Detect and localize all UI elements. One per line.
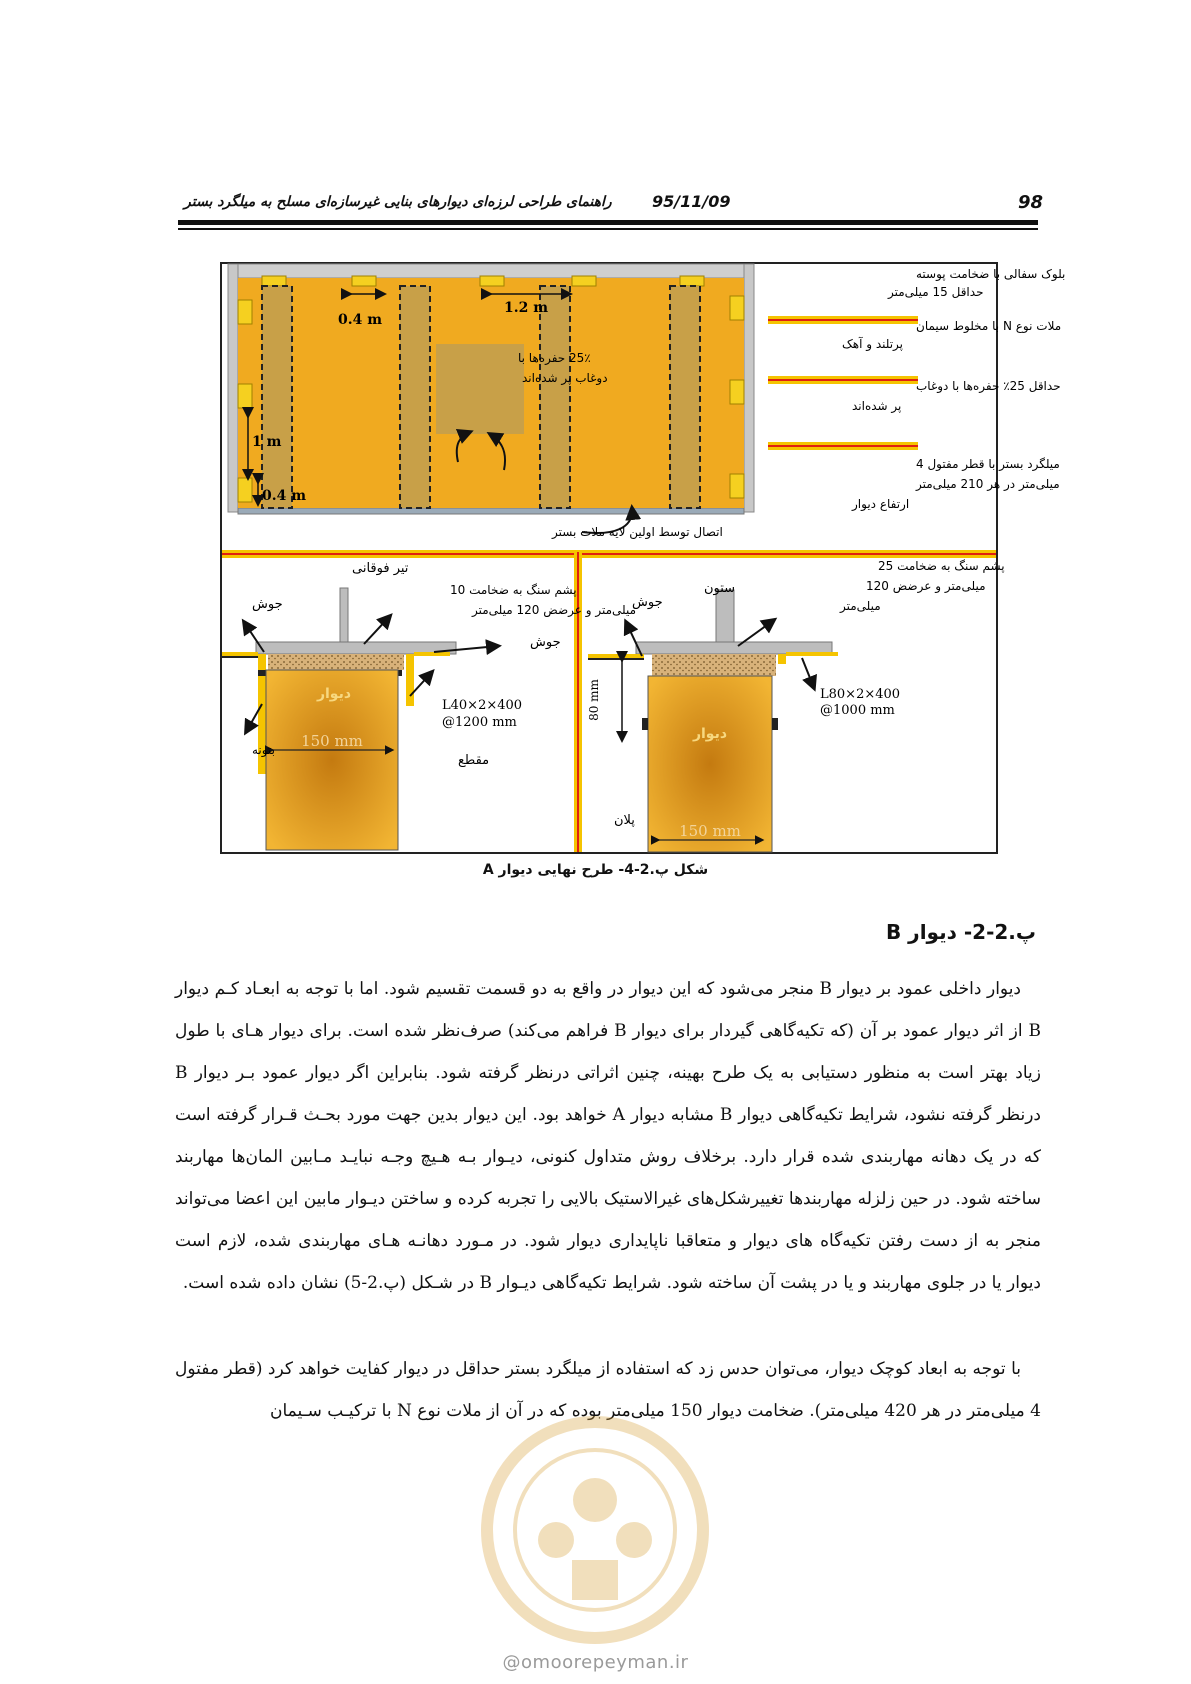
header-rule-thin [178,228,1038,230]
figure-wall-a [220,262,1066,854]
right-dim-80: 80 mm [587,679,601,721]
left-top-beam: تیر فوقانی [352,561,409,576]
legend-rebar-line1: میلگرد بستر با قطر مفتول 4 [916,457,1060,471]
running-title: راهنمای طراحی لرزه‌ای دیوارهای بنایی غیرسازه‌ای مسلح به میلگرد بستر [184,194,612,210]
legend-rebar-line3: ارتفاع دیوار [852,497,910,511]
right-wall-width: 150 mm [679,822,741,840]
legend-mortar-line1: ملات نوع N با مخلوط سیمان [916,319,1062,333]
left-weld-right: جوش [530,635,561,650]
right-weld: جوش [632,595,663,610]
elevation-drawing [222,264,760,540]
left-detail [222,561,636,850]
left-weld-left: جوش [252,597,283,612]
right-wall-label: دیوار [692,726,728,742]
left-wool-line1: پشم سنگ به ضخامت 10 [450,583,577,597]
right-wool-line2: میلی‌متر و عرضض 120 [866,579,986,593]
dim-12: 1.2 m [504,300,549,316]
watermark-site: @omoorepeyman.ir [502,1652,689,1673]
legend-grout-line1: حداقل 25٪ حفره‌ها با دوغاب [916,379,1061,393]
right-angle-line2: @1000 mm [820,703,895,718]
left-section: مقطع [458,753,490,768]
header-date: 95/11/09 [652,192,731,211]
legend-mortar-line2: پرتلند و آهک [842,337,904,351]
right-angle-line1: L80×2×400 [820,687,901,702]
left-wool-line2: میلی‌متر و عرضض 120 میلی‌متر [472,603,637,617]
dim-1m: 1 m [252,434,282,450]
right-wool-line3: میلی‌متر [840,599,881,613]
legend-block-line1: بلوک سفالی با ضخامت پوسته [916,267,1066,282]
left-wall-label: دیوار [316,686,352,702]
figure-caption: شکل پ.2-4- طرح نهایی دیوار A [482,862,709,878]
page-number: 98 [1018,192,1044,213]
left-angle-line2: @1200 mm [442,715,517,730]
body-paragraph-1 [175,968,1041,1304]
paragraph-text-2: با توجه به ابعاد کوچک دیوار، می‌توان حدس زد که استفاده از میلگرد بستر حداقل در دیوار کفایت خواهد کرد (قطر مفتول 4 میلی‌متر در هر 420 میلی‌متر). ضخامت دیوار 150 میلی‌متر بوده که در آن از ملات نوع N با ترکیـب سـیمان [175,1359,1041,1421]
watermark-seal [460,1380,730,1680]
legend-rebar-line2: میلی‌متر در هر 210 میلی‌متر [916,477,1060,491]
grout-note-line1: 25٪ حفره‌ها با [518,351,591,365]
right-plan: پلان [614,813,635,828]
legend-grout-line2: پر شده‌اند [852,399,902,413]
paragraph-text-1: دیوار داخلی عمود بر دیوار B منجر می‌شود که این دیوار در واقع به دو قسمت تقسیم شود. اما با توجه به ابعـاد کـم دیوار B از اثر دیوار عمود بر آن (که تکیه‌گاهی گیردار برای دیوار B فراهم می‌کند) صرف‌نظر شده است. برای دیوار هـای با طول زیاد بهتر است به منظور دستیابی به یک طرح بهینه، چنین اثراتی درنظر گرفته شود. بنابراین اگر دیوار عمود بـر دیوار B درنظر گرفته نشود، شرایط تکیه‌گاهی دیوار B مشابه دیوار A خواهد بود. این دیوار بدین جهت مورد بحـث قـرار گرفته است که در یک دهانه مهاربندی شده قرار دارد. برخلاف روش متداول کنونی، دیـوار بـه هـیچ وجـه نبایـد مـابین المان‌ها مهاربند ساخته شود. در حین زلزله مهاربندها تغییرشکل‌های غیرالاستیک بالایی را تجربه کرده و ساختن دیـوار مابین این اعضا می‌تواند منجر به از دست رفتن تکیه‌گاه های دیوار و متعاقبا ناپایداری دیوار شود. در مـورد دهانـه هـای مهاربندی شده، لازم است دیوار یا در جلوی مهاربند و یا در پشت آن ساخته شود. شرایط تکیه‌گاهی دیـوار B در شـکل (پ.2-5) نشان داده شده است. [175,979,1041,1293]
left-angle-line1: L40×2×400 [442,698,523,713]
grout-note-line2: دوغاب پر شده‌اند [522,371,608,385]
connection-note: اتصال توسط اولین لایه ملات بستر [552,525,723,539]
left-concrete: بتونه [252,743,275,757]
dim-04-top: 0.4 m [338,312,383,328]
right-column: ستون [704,581,736,596]
dim-04-bottom: 0.4 m [262,488,307,504]
legend [768,267,1065,512]
legend-block-line2: حداقل 15 میلی‌متر [888,285,984,300]
right-detail [587,559,1005,852]
header-rule [178,220,1038,225]
right-wool-line1: پشم سنگ به ضخامت 25 [878,559,1005,573]
left-wall-width: 150 mm [301,732,363,750]
section-heading: پ.2-2- دیوار B [885,920,1036,944]
